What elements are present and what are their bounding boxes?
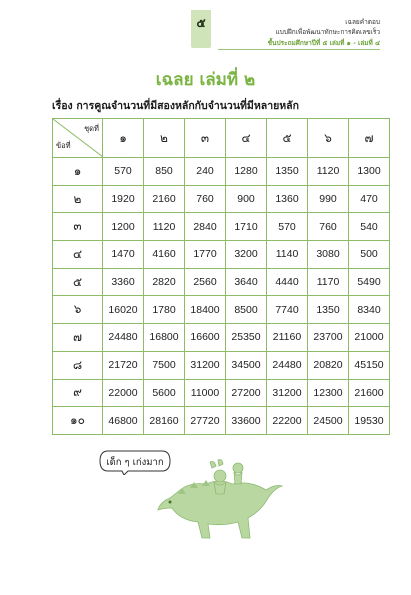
- corner-label-item: ข้อที่: [56, 141, 71, 150]
- table-cell: 27720: [185, 407, 226, 435]
- table-cell: 3080: [308, 241, 349, 269]
- table-cell: 5600: [144, 379, 185, 407]
- table-cell: 21720: [103, 351, 144, 379]
- table-row: [53, 158, 390, 186]
- column-header: ๒: [144, 119, 185, 158]
- page-subtitle: เรื่อง การคูณจำนวนที่มีสองหลักกับจำนวนที่มีหลายหลัก: [52, 100, 299, 112]
- column-header: ๔: [226, 119, 267, 158]
- table-cell: 470: [349, 185, 390, 213]
- row-header: ๖: [53, 296, 103, 324]
- column-header: ๗: [349, 119, 390, 158]
- header-line-book-title: แบบฝึกเพื่อพัฒนาทักษะการคิดเลขเร็ว: [275, 28, 380, 36]
- table-cell: 570: [103, 158, 144, 186]
- table-cell: 16600: [185, 324, 226, 352]
- table-cell: 31200: [185, 351, 226, 379]
- table-row: [53, 407, 390, 435]
- table-cell: 7740: [267, 296, 308, 324]
- table-cell: 7500: [144, 351, 185, 379]
- table-cell: 540: [349, 213, 390, 241]
- table-cell: 4440: [267, 268, 308, 296]
- table-cell: 1300: [349, 158, 390, 186]
- table-corner-cell: [53, 119, 103, 158]
- table-cell: 24480: [103, 324, 144, 352]
- table-cell: 900: [226, 185, 267, 213]
- row-header: ๘: [53, 351, 103, 379]
- table-cell: 21000: [349, 324, 390, 352]
- table-cell: 2820: [144, 268, 185, 296]
- table-row: [53, 213, 390, 241]
- table-cell: 1280: [226, 158, 267, 186]
- table-cell: 570: [267, 213, 308, 241]
- table-cell: 990: [308, 185, 349, 213]
- table-cell: 1470: [103, 241, 144, 269]
- table-cell: 45150: [349, 351, 390, 379]
- table-cell: 1200: [103, 213, 144, 241]
- table-cell: 1360: [267, 185, 308, 213]
- table-cell: 25350: [226, 324, 267, 352]
- column-header: ๕: [267, 119, 308, 158]
- table-cell: 1780: [144, 296, 185, 324]
- table-cell: 2560: [185, 268, 226, 296]
- table-cell: 16800: [144, 324, 185, 352]
- column-header: ๖: [308, 119, 349, 158]
- row-header: ๕: [53, 268, 103, 296]
- row-header: ๑๐: [53, 407, 103, 435]
- table-cell: 500: [349, 241, 390, 269]
- table-cell: 4160: [144, 241, 185, 269]
- header-line-grade: ชั้นประถมศึกษาปีที่ ๕ เล่มที่ ๑ - เล่มที่ ๔: [267, 39, 380, 47]
- table-row: [53, 268, 390, 296]
- page-title: เฉลย เล่มที่ ๒: [155, 70, 256, 90]
- table-cell: 22000: [103, 379, 144, 407]
- table-cell: 1350: [308, 296, 349, 324]
- dinosaur-illustration: [150, 458, 285, 548]
- speech-bubble-text: เด็ก ๆ เก่งมาก: [106, 457, 164, 468]
- table-cell: 760: [185, 185, 226, 213]
- table-cell: 19530: [349, 407, 390, 435]
- corner-label-set: ชุดที่: [84, 124, 99, 133]
- row-header: ๑: [53, 158, 103, 186]
- table-cell: 16020: [103, 296, 144, 324]
- table-cell: 21160: [267, 324, 308, 352]
- table-cell: 1350: [267, 158, 308, 186]
- table-cell: 850: [144, 158, 185, 186]
- table-cell: 1770: [185, 241, 226, 269]
- table-cell: 33600: [226, 407, 267, 435]
- table-cell: 24500: [308, 407, 349, 435]
- table-row: [53, 324, 390, 352]
- table-cell: 20820: [308, 351, 349, 379]
- table-cell: 2840: [185, 213, 226, 241]
- row-header: ๔: [53, 241, 103, 269]
- table-cell: 23700: [308, 324, 349, 352]
- table-cell: 2160: [144, 185, 185, 213]
- table-cell: 8500: [226, 296, 267, 324]
- header-line-answer-key: เฉลยคำตอบ: [345, 18, 380, 26]
- table-row: [53, 241, 390, 269]
- table-row: [53, 379, 390, 407]
- column-header: ๑: [103, 119, 144, 158]
- table-cell: 760: [308, 213, 349, 241]
- row-header: ๙: [53, 379, 103, 407]
- table-cell: 46800: [103, 407, 144, 435]
- row-header: ๒: [53, 185, 103, 213]
- table-header-row: [53, 119, 390, 158]
- table-cell: 3640: [226, 268, 267, 296]
- answer-table: [52, 118, 390, 435]
- table-cell: 28160: [144, 407, 185, 435]
- table-body: [53, 158, 390, 435]
- table-cell: 24480: [267, 351, 308, 379]
- table-cell: 1140: [267, 241, 308, 269]
- table-cell: 21600: [349, 379, 390, 407]
- table-cell: 12300: [308, 379, 349, 407]
- header-divider: [218, 49, 380, 50]
- table-cell: 31200: [267, 379, 308, 407]
- table-cell: 240: [185, 158, 226, 186]
- table-cell: 3360: [103, 268, 144, 296]
- table-cell: 1120: [144, 213, 185, 241]
- table-cell: 11000: [185, 379, 226, 407]
- table-cell: 5490: [349, 268, 390, 296]
- table-cell: 1920: [103, 185, 144, 213]
- row-header: ๗: [53, 324, 103, 352]
- table-cell: 34500: [226, 351, 267, 379]
- table-cell: 18400: [185, 296, 226, 324]
- table-row: [53, 296, 390, 324]
- table-cell: 8340: [349, 296, 390, 324]
- table-cell: 1170: [308, 268, 349, 296]
- table-cell: 27200: [226, 379, 267, 407]
- table-row: [53, 185, 390, 213]
- column-header: ๓: [185, 119, 226, 158]
- table-cell: 1120: [308, 158, 349, 186]
- row-header: ๓: [53, 213, 103, 241]
- table-cell: 22200: [267, 407, 308, 435]
- table-cell: 3200: [226, 241, 267, 269]
- page-number: ๕: [196, 16, 206, 30]
- table-row: [53, 351, 390, 379]
- table-cell: 1710: [226, 213, 267, 241]
